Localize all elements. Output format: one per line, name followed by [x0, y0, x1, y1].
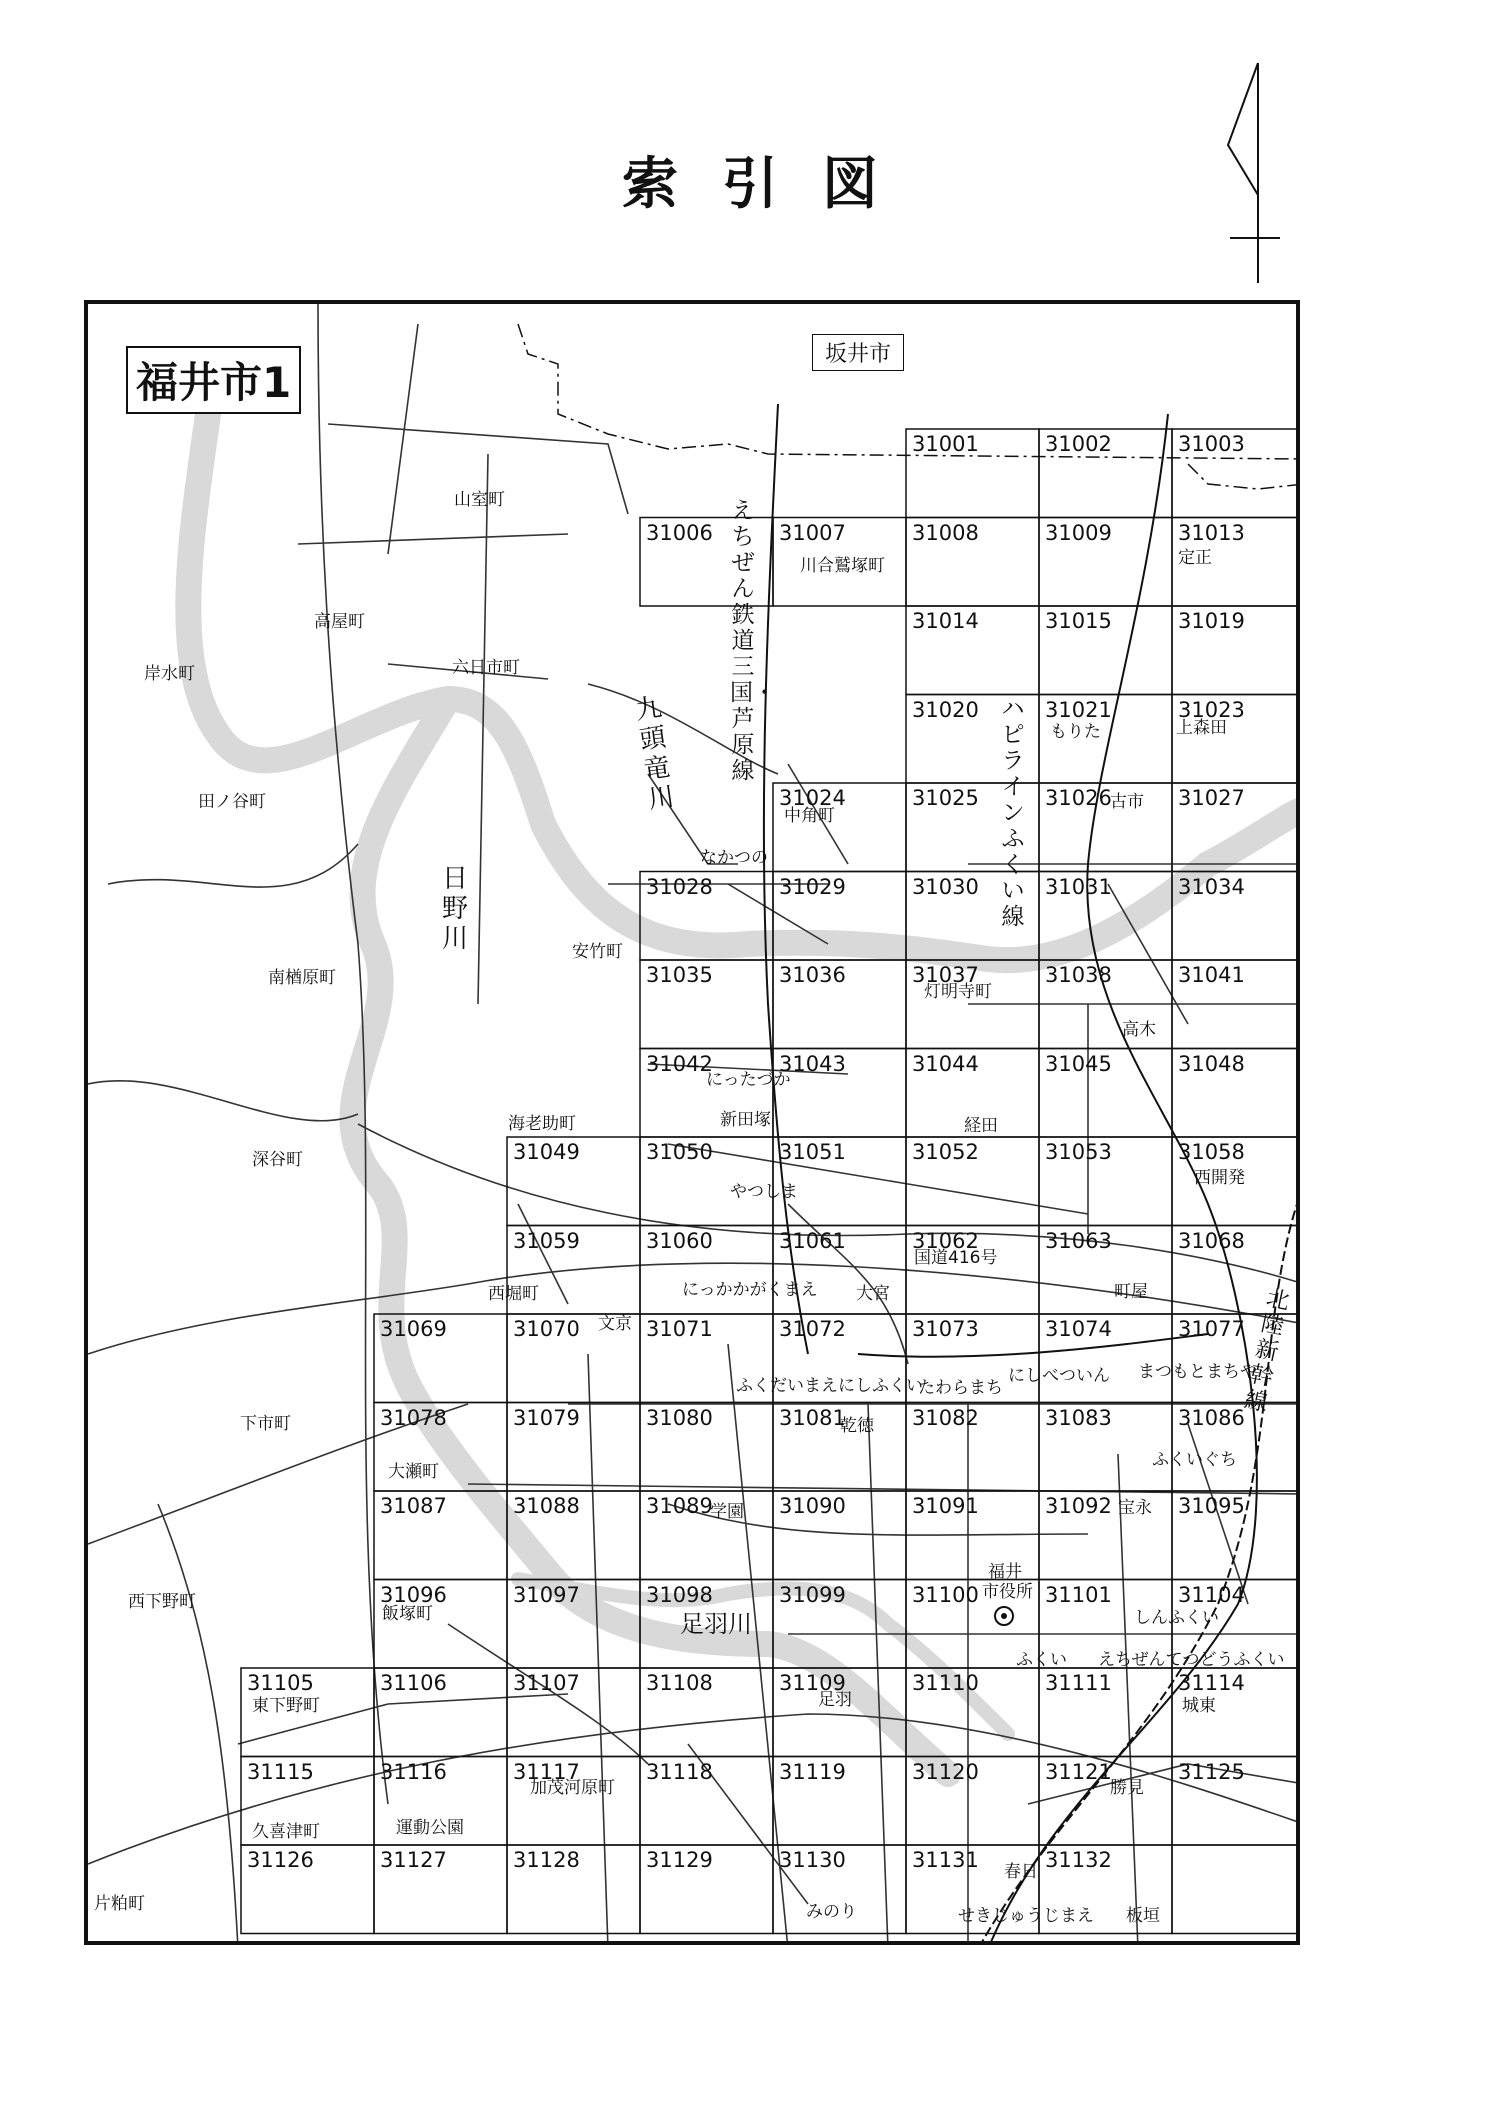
place-label: 上森田	[1176, 718, 1227, 738]
sheet-number[interactable]: 31029	[779, 874, 846, 899]
place-label: 東下野町	[252, 1696, 320, 1716]
sheet-number[interactable]: 31038	[1045, 963, 1112, 987]
sheet-number[interactable]: 31117	[513, 1759, 580, 1784]
place-label: 国道416号	[914, 1248, 998, 1268]
place-label: 南楢原町	[268, 968, 336, 988]
river-label-hino: 日野川	[441, 864, 468, 954]
sheet-number[interactable]: 31088	[513, 1494, 580, 1518]
sheet-number[interactable]: 31132	[1045, 1848, 1112, 1872]
place-label: 飯塚町	[382, 1604, 433, 1624]
index-map	[84, 300, 1300, 1945]
sheet-number[interactable]: 31003	[1178, 432, 1245, 456]
sheet-number[interactable]: 31007	[779, 520, 846, 545]
place-label: 定正	[1178, 548, 1212, 568]
sheet-number[interactable]: 31082	[912, 1405, 979, 1430]
place-label: 中角町	[784, 806, 835, 826]
sheet-number[interactable]: 31024	[779, 786, 846, 810]
sheet-number[interactable]: 31130	[779, 1848, 846, 1872]
map-title: 福井市1	[126, 346, 301, 414]
river-label-kuzuryu: 九頭竜川	[633, 692, 677, 816]
place-label: 足羽	[818, 1690, 852, 1710]
place-label: 海老助町	[508, 1114, 576, 1134]
place-label: 西下野町	[128, 1592, 196, 1612]
sheet-number[interactable]: 31073	[912, 1317, 979, 1341]
place-label: たわらまち	[918, 1378, 1003, 1398]
sheet-number[interactable]: 31009	[1045, 520, 1112, 545]
place-label: 板垣	[1126, 1906, 1160, 1926]
place-label: 経田	[964, 1116, 998, 1136]
sheet-number[interactable]: 31105	[247, 1671, 314, 1695]
place-label: 深谷町	[252, 1150, 303, 1170]
sheet-number[interactable]: 31069	[380, 1317, 447, 1341]
sheet-number[interactable]: 31008	[912, 520, 979, 545]
sheet-number[interactable]: 31031	[1045, 874, 1112, 899]
sheet-number[interactable]: 31107	[513, 1671, 580, 1695]
sheet-number[interactable]: 31100	[912, 1582, 979, 1607]
page-title: 索引図	[622, 152, 922, 217]
sheet-number[interactable]: 31063	[1045, 1228, 1112, 1253]
sheet-number[interactable]: 31081	[779, 1405, 846, 1430]
place-label: 運動公園	[396, 1818, 464, 1838]
place-label: せきじゅうじまえ	[958, 1906, 1094, 1926]
sheet-number[interactable]: 31072	[779, 1317, 846, 1341]
sheet-cell	[1172, 1845, 1300, 1934]
place-label: にしべついん	[1008, 1366, 1110, 1386]
sheet-number[interactable]: 31034	[1178, 874, 1245, 899]
place-label: えちぜんてつどうふくい	[1098, 1650, 1285, 1670]
place-label: 宝永	[1118, 1498, 1152, 1518]
place-label: ふくい	[1016, 1650, 1067, 1670]
place-label: 灯明寺町	[924, 982, 992, 1002]
sheet-number[interactable]: 31013	[1178, 520, 1245, 545]
sheet-number[interactable]: 31127	[380, 1848, 447, 1872]
place-label: なかつの	[700, 848, 768, 868]
place-label: 下市町	[240, 1414, 291, 1434]
place-label: 城東	[1182, 1696, 1216, 1716]
sheet-number[interactable]: 31079	[513, 1405, 580, 1430]
sheet-number[interactable]: 31104	[1178, 1582, 1245, 1607]
sheet-number[interactable]: 31002	[1045, 432, 1112, 456]
sheet-number[interactable]: 31048	[1178, 1051, 1245, 1076]
sheet-number[interactable]: 31068	[1178, 1228, 1245, 1253]
place-label: 福井	[988, 1562, 1022, 1582]
sheet-number[interactable]: 31098	[646, 1582, 713, 1607]
place-label: 市役所	[982, 1582, 1033, 1602]
sheet-number[interactable]: 31020	[912, 697, 979, 722]
place-label: 大宮	[856, 1284, 890, 1304]
sheet-number[interactable]: 31111	[1045, 1671, 1112, 1695]
sheet-number[interactable]: 31059	[513, 1228, 580, 1253]
place-label: 大瀬町	[388, 1462, 439, 1482]
place-label: 町屋	[1114, 1282, 1148, 1302]
place-label: 高屋町	[314, 612, 365, 632]
river-label-asuwa: 足羽川	[680, 1610, 752, 1638]
sheet-number[interactable]: 31015	[1045, 609, 1112, 633]
sheet-number[interactable]: 31119	[779, 1759, 846, 1784]
sheet-number[interactable]: 31006	[646, 520, 713, 545]
place-label: 田ノ谷町	[198, 792, 266, 812]
sheet-number[interactable]: 31116	[380, 1759, 447, 1784]
sheet-number[interactable]: 31060	[646, 1228, 713, 1253]
sheet-number[interactable]: 31044	[912, 1051, 979, 1076]
place-label: 西堀町	[488, 1284, 539, 1304]
sheet-number[interactable]: 31109	[779, 1671, 846, 1695]
sheet-number[interactable]: 31090	[779, 1494, 846, 1518]
place-label: 学園	[710, 1502, 744, 1522]
place-label: 文京	[598, 1314, 632, 1334]
place-label: しんふくい	[1134, 1608, 1219, 1628]
railway-label-happy-line: ハピラインふくい線	[1001, 696, 1025, 930]
sheet-number[interactable]: 31097	[513, 1582, 580, 1607]
sheet-number[interactable]: 31037	[912, 963, 979, 987]
place-label: 久喜津町	[252, 1822, 320, 1842]
place-label: にったづか	[706, 1070, 791, 1090]
sheet-number[interactable]: 31115	[247, 1759, 314, 1784]
sheet-number[interactable]: 31030	[912, 874, 979, 899]
place-label: 岸水町	[144, 664, 195, 684]
sheet-number[interactable]: 31035	[646, 963, 713, 987]
sheet-number[interactable]: 31062	[912, 1228, 979, 1253]
sheet-number[interactable]: 31026	[1045, 786, 1112, 810]
sheet-number[interactable]: 31125	[1178, 1759, 1245, 1784]
sheet-number[interactable]: 31077	[1178, 1317, 1245, 1341]
sheet-number[interactable]: 31058	[1178, 1140, 1245, 1164]
sheet-number[interactable]: 31052	[912, 1140, 979, 1164]
place-label: 川合鷲塚町	[800, 556, 885, 576]
sheet-number[interactable]: 31092	[1045, 1494, 1112, 1518]
place-label: 安竹町	[572, 942, 623, 962]
place-label: 片粕町	[94, 1894, 145, 1914]
sheet-number[interactable]: 31091	[912, 1494, 979, 1518]
sheet-number[interactable]: 31126	[247, 1848, 314, 1872]
place-label: まつもとまちや	[1138, 1362, 1257, 1382]
sheet-number[interactable]: 31096	[380, 1582, 447, 1607]
sheet-number[interactable]: 31045	[1045, 1051, 1112, 1076]
sheet-number[interactable]: 31028	[646, 874, 713, 899]
sheet-number[interactable]: 31036	[779, 963, 846, 987]
place-label: みのり	[806, 1902, 857, 1922]
sheet-number[interactable]: 31050	[646, 1140, 713, 1164]
sheet-number[interactable]: 31051	[779, 1140, 846, 1164]
place-label: やつしま	[730, 1182, 798, 1202]
place-label: ふくいぐち	[1152, 1450, 1237, 1470]
sheet-number[interactable]: 31014	[912, 609, 979, 633]
place-label: にっかかがくまえ	[682, 1280, 818, 1300]
sheet-number[interactable]: 31129	[646, 1848, 713, 1872]
sheet-number[interactable]: 31043	[779, 1051, 846, 1076]
sheet-number[interactable]: 31114	[1178, 1671, 1245, 1695]
sheet-number[interactable]: 31108	[646, 1671, 713, 1695]
sheet-number[interactable]: 31074	[1045, 1317, 1112, 1341]
place-label: 西開発	[1194, 1168, 1245, 1188]
sheet-number[interactable]: 31070	[513, 1317, 580, 1341]
sheet-number[interactable]: 31101	[1045, 1582, 1112, 1607]
sheet-number[interactable]: 31086	[1178, 1405, 1245, 1430]
sheet-number[interactable]: 31042	[646, 1051, 713, 1076]
place-label: 六日市町	[452, 658, 520, 678]
place-label: 加茂河原町	[530, 1778, 615, 1798]
sheet-number[interactable]: 31106	[380, 1671, 447, 1695]
sheet-number[interactable]: 31027	[1178, 786, 1245, 810]
place-label: 乾徳	[840, 1416, 874, 1436]
sheet-number[interactable]: 31095	[1178, 1494, 1245, 1518]
place-label: 古市	[1110, 792, 1144, 812]
place-label: 勝見	[1110, 1778, 1144, 1798]
sheet-number[interactable]: 31041	[1178, 963, 1245, 987]
sheet-number[interactable]: 31120	[912, 1759, 979, 1784]
sheet-number[interactable]: 31080	[646, 1405, 713, 1430]
place-label: ふくだいまえにしふくい	[736, 1376, 923, 1396]
railway-label-echizen: えちぜん鉄道三国・芦原線	[730, 498, 776, 784]
neighbor-city-label: 坂井市	[812, 334, 904, 371]
place-label: 春日	[1004, 1862, 1038, 1882]
sheet-number[interactable]: 31118	[646, 1759, 713, 1784]
sheet-number[interactable]: 31019	[1178, 609, 1245, 633]
sheet-number[interactable]: 31078	[380, 1405, 447, 1430]
sheet-number[interactable]: 31089	[646, 1494, 713, 1518]
sheet-number[interactable]: 31099	[779, 1582, 846, 1607]
sheet-number[interactable]: 31131	[912, 1848, 979, 1872]
north-arrow-icon	[1210, 55, 1280, 289]
sheet-number[interactable]: 31110	[912, 1671, 979, 1695]
place-label: 高木	[1122, 1020, 1156, 1040]
sheet-number[interactable]: 31087	[380, 1494, 447, 1518]
sheet-number[interactable]: 31021	[1045, 697, 1112, 722]
sheet-number[interactable]: 31083	[1045, 1405, 1112, 1430]
sheet-number[interactable]: 31121	[1045, 1759, 1112, 1784]
sheet-number[interactable]: 31001	[912, 432, 979, 456]
sheet-number[interactable]: 31049	[513, 1140, 580, 1164]
sheet-number[interactable]: 31128	[513, 1848, 580, 1872]
sheet-number[interactable]: 31053	[1045, 1140, 1112, 1164]
sheet-number[interactable]: 31061	[779, 1228, 846, 1253]
railway-label-shinkansen: 北陸新幹線	[1242, 1285, 1292, 1417]
sheet-number[interactable]: 31071	[646, 1317, 713, 1341]
place-label: 新田塚	[720, 1110, 771, 1130]
place-label: もりた	[1050, 722, 1101, 742]
place-label: 山室町	[454, 490, 505, 510]
sheet-number[interactable]: 31025	[912, 786, 979, 810]
sheet-number[interactable]: 31023	[1178, 697, 1245, 722]
